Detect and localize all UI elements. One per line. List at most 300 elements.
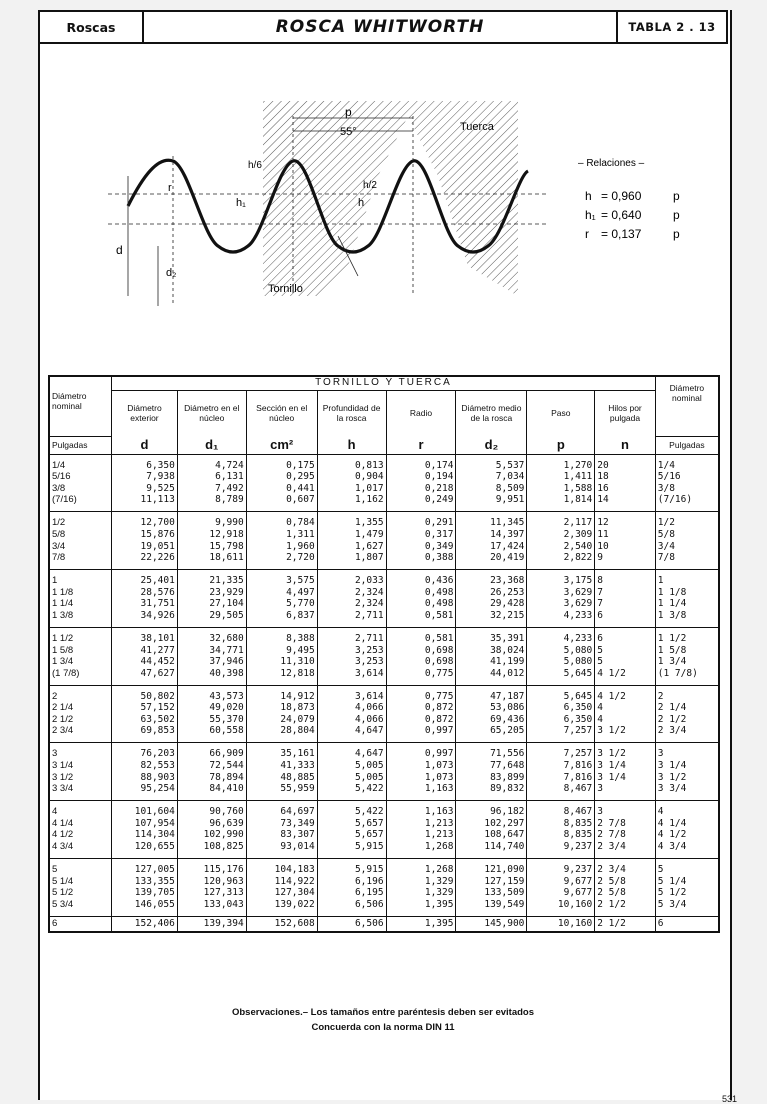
table-cell: (7/16) [52,494,77,506]
table-cell-group [527,570,595,628]
table-cell: 8 [597,575,603,587]
table-cell: 133,509 [484,887,525,899]
table-cell: 65,205 [490,725,525,737]
table-cell: 29,505 [209,609,244,621]
table-cell: 88,903 [140,771,175,783]
table-cell-group [595,858,656,916]
table-row-group [49,916,719,932]
table-cell: 72,544 [209,760,244,772]
table-cell: 2 1/4 [52,702,74,714]
table-cell: 83,307 [280,829,315,841]
table-cell: 7,938 [146,471,175,483]
table-cell-group [595,627,656,685]
table-cell: 11 [597,529,609,541]
table-row-group [49,627,719,685]
table-cell-group [317,916,386,932]
sym-n: n [595,436,656,454]
table-cell: 73,349 [280,817,315,829]
table-cell: 4 [657,806,664,818]
table-cell-group [456,454,527,512]
table-cell: 1,329 [424,887,454,899]
table-cell: 5 [597,656,603,668]
table-cell: 9,677 [563,875,593,887]
table-cell: 5,080 [563,644,593,656]
table-cell: 1,395 [424,898,454,910]
col-header-thread-depth: Profundidad de la rosca [317,390,386,436]
table-cell-group [386,512,456,570]
sym-d: d [112,436,178,454]
table-cell: 14,912 [280,690,315,702]
table-cell: 1 3/4 [657,656,687,668]
table-cell: 127,159 [484,875,525,887]
table-cell-group [456,916,527,932]
table-cell: 9,495 [286,644,315,656]
table-cell-group [655,858,719,916]
table-cell: 108,647 [484,829,525,841]
table-cell: 114,740 [484,840,525,852]
table-cell: 8,835 [563,817,593,829]
table-cell: 1,073 [424,760,454,772]
table-cell-group [177,512,246,570]
table-cell: 120,655 [134,840,175,852]
table-cell: 1 1/2 [657,632,687,644]
table-cell-group [386,916,456,932]
table-cell: 0,349 [424,540,454,552]
table-cell: 48,885 [280,771,315,783]
relations-box [578,158,680,241]
table-cell: 5 1/2 [52,887,74,899]
inches-header-right: Pulgadas [655,436,719,454]
table-cell: 3/4 [657,540,675,552]
table-cell-group [246,512,317,570]
table-cell: 5,080 [563,656,593,668]
table-cell: 1,073 [424,771,454,783]
table-cell-group [456,685,527,743]
table-cell: 4 [52,806,58,818]
table-cell-group [595,801,656,859]
table-cell: 3 1/2 [52,771,74,783]
table-cell: 114,304 [134,829,175,841]
table-cell: 101,604 [134,806,175,818]
table-cell: 8,509 [495,482,525,494]
table-cell: 3 [657,748,664,760]
table-cell: 2 1/2 [657,713,687,725]
table-cell-group [386,685,456,743]
table-cell: 4,724 [215,459,244,471]
table-cell: 5 1/4 [52,875,74,887]
table-cell: 12 [597,517,609,529]
table-cell: 4 [597,702,603,714]
table-cell: 9,525 [146,482,175,494]
sym-p: p [527,436,595,454]
table-cell: 41,333 [280,760,315,772]
table-cell: 38,101 [140,632,175,644]
table-cell: 1,268 [424,863,454,875]
table-cell: 127,005 [134,863,175,875]
table-cell: 35,391 [490,632,525,644]
table-cell: 4 1/2 [597,690,626,702]
relation-h-eq: = 0,960 [601,189,642,203]
table-cell: 1 5/8 [657,644,687,656]
col-header-threads-per-inch: Hilos por pulgada [608,403,642,424]
table-cell: 152,608 [274,917,315,929]
table-cell: 8,388 [286,632,315,644]
table-cell-group [655,801,719,859]
table-cell: 1,960 [286,540,315,552]
table-cell: 2,720 [286,552,315,564]
table-cell-group [177,685,246,743]
table-cell: 7,492 [215,482,244,494]
table-cell: 6,350 [563,713,593,725]
table-cell-group [177,801,246,859]
table-cell: 1,213 [424,817,454,829]
table-cell-group [595,512,656,570]
table-cell: 104,183 [274,863,315,875]
table-cell: 5 3/4 [52,898,74,910]
table-cell: 18,873 [280,702,315,714]
table-cell: 2 1/2 [597,898,626,910]
table-cell-group [49,570,112,628]
h2-label: h/2 [363,180,377,191]
table-cell-group [595,454,656,512]
table-cell-group [456,570,527,628]
table-cell-group [177,858,246,916]
table-cell: 40,398 [209,667,244,679]
table-cell: 6,506 [354,898,384,910]
table-cell-group [246,801,317,859]
table-cell: 37,946 [209,656,244,668]
table-cell: 1 1/8 [657,586,687,598]
table-cell: 2 [657,690,664,702]
table-cell: 3 1/4 [597,771,626,783]
table-cell: 3 1/4 [52,760,74,772]
table-cell: 15,798 [209,540,244,552]
table-cell: 96,639 [209,817,244,829]
table-cell: 32,680 [209,632,244,644]
table-cell: 63,502 [140,713,175,725]
h-label: h [358,197,365,209]
table-cell-group [177,454,246,512]
table-cell-group [527,801,595,859]
table-cell: 1,479 [354,529,384,541]
table-cell: 6 [52,917,58,929]
table-cell-group [527,743,595,801]
table-cell-group [386,858,456,916]
table-cell: 3 [597,783,603,795]
table-cell-group [112,916,178,932]
table-cell: 3 3/4 [52,783,74,795]
table-cell: 0,295 [286,471,315,483]
col-header-pitch: Paso [527,390,595,436]
table-cell: 6,196 [354,875,384,887]
table-cell: 2,822 [563,552,593,564]
table-cell: 2,324 [354,586,384,598]
table-cell: 7 [597,598,603,610]
table-cell: 1,627 [354,540,384,552]
col-header-core-section: Sección en el núcleo [246,390,317,436]
table-cell: 9,237 [563,840,593,852]
table-cell: 82,553 [140,760,175,772]
col-header-mean-diameter: Diámetro medio de la rosca [456,390,527,436]
table-cell: 4 1/2 [597,667,626,679]
table-cell: 35,161 [280,748,315,760]
table-cell: 3,629 [563,598,593,610]
table-cell: 115,176 [203,863,244,875]
table-cell: 28,804 [280,725,315,737]
relations-title: – Relaciones – [578,158,645,169]
table-cell-group [595,685,656,743]
sym-d1: d₁ [177,436,246,454]
table-cell: (1 7/8) [52,667,80,679]
table-cell: 3 3/4 [657,783,687,795]
table-cell: 1 3/4 [52,656,74,668]
table-cell: 0,607 [286,494,315,506]
table-cell: 0,784 [286,517,315,529]
table-cell: 9 [597,552,603,564]
table-cell-group [527,858,595,916]
table-cell: 10,160 [557,898,593,910]
table-cell: 139,022 [274,898,315,910]
table-cell: 47,187 [490,690,525,702]
table-cell: 69,436 [490,713,525,725]
table-cell-group [655,570,719,628]
table-row-group [49,570,719,628]
table-cell: 32,215 [490,609,525,621]
table-cell: 50,802 [140,690,175,702]
table-cell: 11,310 [280,656,315,668]
table-cell: 0,498 [424,586,454,598]
table-cell: 133,355 [134,875,175,887]
table-cell: 4 1/2 [52,829,74,841]
table-cell: 15,876 [140,529,175,541]
table-row-group [49,858,719,916]
table-cell: 25,401 [140,575,175,587]
table-cell: 6,837 [286,609,315,621]
d-label: d [116,243,123,257]
table-cell-group [595,743,656,801]
table-cell: 12,818 [280,667,315,679]
table-cell: 1,814 [563,494,593,506]
table-cell: 44,012 [490,667,525,679]
table-cell: 8,789 [215,494,244,506]
table-cell: 3 [597,806,603,818]
table-cell-group [655,743,719,801]
table-cell: 127,313 [203,887,244,899]
table-cell: 8,467 [563,806,593,818]
table-cell: 69,853 [140,725,175,737]
table-cell-group [317,685,386,743]
table-cell-group [246,743,317,801]
table-body [49,454,719,932]
table-cell: 64,697 [280,806,315,818]
table-cell-group [177,627,246,685]
table-cell: 43,573 [209,690,244,702]
relation-h1-unit: p [673,208,680,222]
table-cell-group [49,858,112,916]
inches-header-left: Pulgadas [49,436,112,454]
table-cell-group [112,454,178,512]
table-cell: 5 1/4 [657,875,687,887]
table-cell: 29,428 [490,598,525,610]
table-cell: 71,556 [490,748,525,760]
table-cell: 2 5/8 [597,875,626,887]
table-cell: 5/16 [52,471,71,483]
table-cell: 4,066 [354,713,384,725]
table-cell: 1 [52,575,58,587]
col-header-outer-diameter: Diámetro exterior [112,390,178,436]
table-cell: 108,825 [203,840,244,852]
table-cell: (7/16) [657,494,693,506]
table-cell: 11,113 [140,494,175,506]
table-cell: 1,017 [354,482,384,494]
table-cell: 5,915 [354,863,384,875]
table-cell: 2,324 [354,598,384,610]
table-cell: 3/8 [657,482,675,494]
relation-h1-lhs: h₁ [585,208,596,222]
table-cell: 9,237 [563,863,593,875]
table-cell-group [246,685,317,743]
table-cell: 114,922 [274,875,315,887]
table-cell-group [386,570,456,628]
angle-label: 55° [340,126,357,138]
table-cell: 3,253 [354,644,384,656]
sym-r: r [386,436,456,454]
table-cell: 9,990 [215,517,244,529]
table-cell: 1/2 [657,517,675,529]
table-cell: 38,024 [490,644,525,656]
section-label: Roscas [40,12,144,42]
relation-r-lhs: r [585,227,589,241]
table-cell: 1/2 [52,517,66,529]
table-cell-group [655,685,719,743]
table-cell: 4,233 [563,609,593,621]
table-cell: 5,645 [563,690,593,702]
table-cell: 2,117 [563,517,593,529]
table-cell: 18 [597,471,609,483]
table-cell: 1,311 [286,529,315,541]
table-cell: 1 1/8 [52,586,74,598]
table-cell: 5/8 [52,529,66,541]
table-cell-group [386,801,456,859]
table-cell: 55,370 [209,713,244,725]
table-cell: 4 3/4 [657,840,687,852]
table-cell-group [317,801,386,859]
table-cell: 1/4 [52,459,66,471]
table-cell: 47,627 [140,667,175,679]
table-cell: 139,705 [134,887,175,899]
table-cell: 0,249 [424,494,454,506]
table-cell: 41,199 [490,656,525,668]
table-cell-group [456,627,527,685]
table-cell: 0,581 [424,609,454,621]
table-cell: 139,549 [484,898,525,910]
table-cell: 26,253 [490,586,525,598]
table-cell: 5/8 [657,529,675,541]
table-cell: 2 7/8 [597,817,626,829]
table-cell-group [177,916,246,932]
relation-r-unit: p [673,227,680,241]
table-cell: 66,909 [209,748,244,760]
table-cell: 6,350 [146,459,175,471]
table-cell: 34,926 [140,609,175,621]
standard-note: Concuerda con la norma DIN 11 [311,1022,455,1033]
table-cell: 20,419 [490,552,525,564]
table-cell-group [317,627,386,685]
page-title: ROSCA WHITWORTH [275,17,485,37]
table-cell: 44,452 [140,656,175,668]
page-number: 531 [721,1094,737,1104]
observation-note: Observaciones.– Los tamaños entre paréntesis deben ser evitados [231,1007,534,1018]
table-cell: 0,698 [424,656,454,668]
table-cell-group [112,743,178,801]
table-cell: 78,894 [209,771,244,783]
table-cell: 90,760 [209,806,244,818]
sym-cm2: cm² [246,436,317,454]
table-cell: 133,043 [203,898,244,910]
table-cell: 5 3/4 [657,898,687,910]
table-cell: 14 [597,494,609,506]
table-cell: 31,751 [140,598,175,610]
table-cell: 1,163 [424,806,454,818]
table-cell-group [456,743,527,801]
table-cell: 7,034 [495,471,525,483]
table-cell-group [595,570,656,628]
table-cell: 0,174 [424,459,454,471]
table-cell: 102,297 [484,817,525,829]
table-cell-group [655,916,719,932]
col-header-core-diameter: Diámetro en el núcleo [177,390,246,436]
table-cell: 152,406 [134,917,175,929]
table-cell-group [49,454,112,512]
table-cell: 5,422 [354,783,384,795]
table-cell: 3,253 [354,656,384,668]
table-cell: 5,770 [286,598,315,610]
table-cell: 7,257 [563,748,593,760]
table-cell: 3 1/2 [657,771,687,783]
table-number: TABLA 2 . 13 [616,12,726,42]
table-cell: 0,581 [424,632,454,644]
table-cell: 83,899 [490,771,525,783]
table-cell: 4 3/4 [52,840,74,852]
table-cell: 3 [52,748,58,760]
h6-label: h/6 [248,160,262,171]
table-cell: 0,698 [424,644,454,656]
table-cell: 0,775 [424,690,454,702]
table-cell: 12,700 [140,517,175,529]
table-cell: 102,990 [203,829,244,841]
table-cell-group [49,743,112,801]
table-cell-group [49,685,112,743]
table-cell-group [456,512,527,570]
table-cell: 0,441 [286,482,315,494]
table-cell: 0,317 [424,529,454,541]
table-cell-group [49,512,112,570]
table-cell: 3 1/4 [597,760,626,772]
table-cell: 2,711 [354,609,384,621]
nominal-diameter-header-left: Diámetro nominal [49,376,112,436]
relation-h-unit: p [673,189,680,203]
table-cell: 0,175 [286,459,315,471]
table-cell: 49,020 [209,702,244,714]
table-cell: 18,611 [209,552,244,564]
table-cell-group [456,801,527,859]
table-cell: 139,394 [203,917,244,929]
table-cell: 2,540 [563,540,593,552]
table-cell: 9,677 [563,887,593,899]
table-row-group [49,801,719,859]
table-cell: (1 7/8) [657,667,698,679]
table-cell: 19,051 [140,540,175,552]
